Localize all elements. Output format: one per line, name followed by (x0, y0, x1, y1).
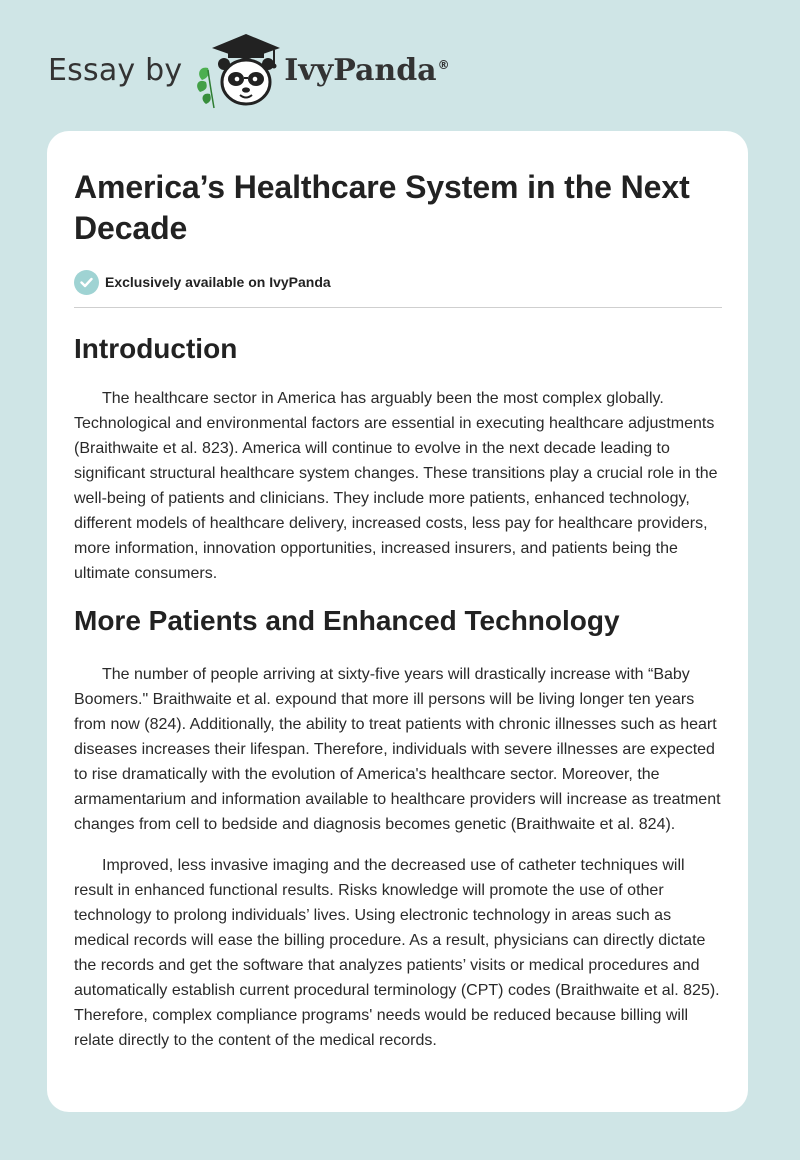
paragraph-more-patients-2: Improved, less invasive imaging and the decreased use of catheter techniques will result in enhanced functional results. Risks knowledge will promote the use of other technology to prolong individuals’ lives. Using electronic technology in areas such as medical records will ease the billing procedure. As a result, physicians can directly dictate the records and get the software that analyzes patients’ visits or medical procedures and automatically establish current procedural terminology (CPT) codes (Braithwaite et al. 825). Therefore, complex compliance programs' needs would be reduced because billing will relate directly to the content of the medical records. (74, 857, 720, 1049)
section-heading-introduction: Introduction (74, 333, 238, 364)
check-icon (74, 270, 99, 295)
paragraph-introduction: The healthcare sector in America has arguably been the most complex globally. Technological and environmental factors are essential in executing healthcare adjustments (Braithwaite et al. 823). America will continue to evolve in the next decade leading to significant structural healthcare system changes. These transitions play a crucial role in the well-being of patients and clinicians. They include more patients, enhanced technology, different models of healthcare delivery, increased costs, less pay for healthcare providers, more information, innovation opportunities, increased insurers, and patients being the ultimate consumers. (74, 390, 718, 582)
divider (74, 307, 722, 308)
paragraph-more-patients-1: The number of people arriving at sixty-five years will drastically increase with “Baby Boomers." Braithwaite et al. expound that more ill persons will be living longer ten years from now (824). Additionally, the ability to treat patients with chronic illnesses such as heart diseases increases their lifespan. Therefore, individuals with severe illnesses are expected to rise dramatically with the evolution of America's healthcare sector. Moreover, the armamentarium and information available to healthcare providers will increase as treatment changes from cell to bedside and diagnosis becomes genetic (Braithwaite et al. 824). (74, 666, 721, 833)
registered-mark: ® (437, 57, 450, 72)
panda-logo-icon[interactable] (194, 30, 292, 110)
brand-prefix: Essay by (48, 52, 183, 88)
section-heading-more-patients: More Patients and Enhanced Technology (74, 605, 620, 636)
brand-name[interactable]: IvyPanda® (284, 52, 450, 88)
exclusive-badge (74, 269, 722, 295)
essay-card (47, 131, 748, 1112)
exclusive-label: Exclusively available on IvyPanda (105, 274, 331, 290)
brand-header (48, 30, 450, 110)
essay-title: America’s Healthcare System in the Next Decade (74, 169, 690, 246)
